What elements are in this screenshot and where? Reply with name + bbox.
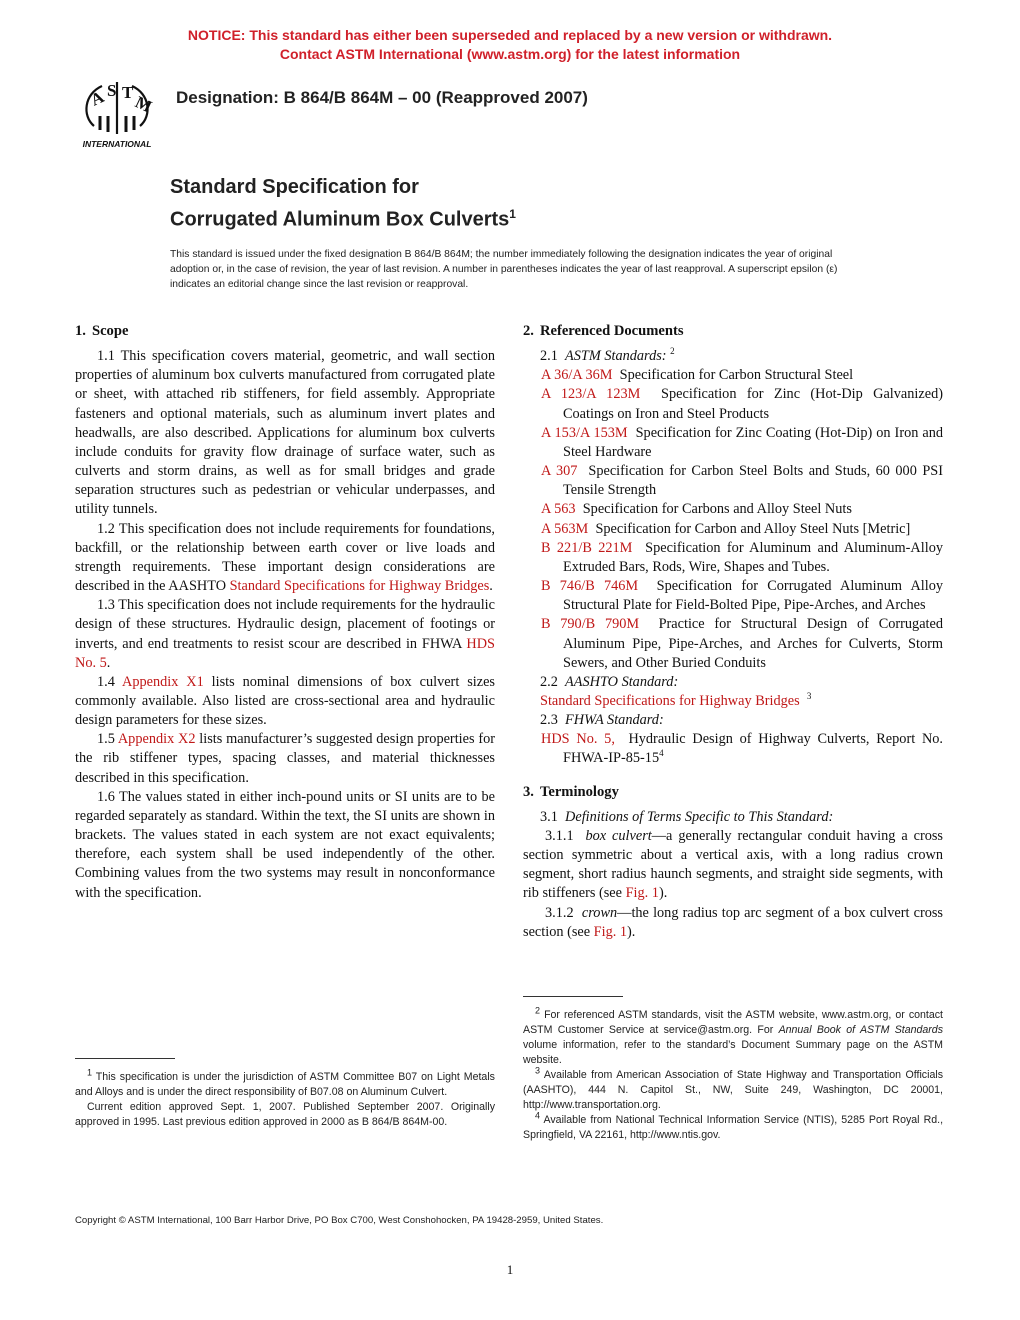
heading-number: 1.: [75, 323, 86, 339]
paragraph-1-3: [75, 596, 495, 673]
ref-text: Specification for Zinc (Hot-Dip Galvanized) Coatings on Iron and Steel Products: [563, 386, 943, 422]
aashto-standard-link[interactable]: Standard Specifications for Highway Bridges: [540, 692, 800, 709]
footnote-rule-left: [75, 1058, 175, 1059]
list-item: [523, 366, 943, 385]
p3-end: .: [106, 654, 111, 671]
ref-text: Specification for Carbon and Alloy Steel Nuts [Metric]: [595, 520, 911, 537]
reference-list: [523, 366, 943, 673]
subsection-2-1: [523, 347, 943, 366]
paragraph-1-4: [75, 673, 495, 730]
footnote-ref-2[interactable]: 2: [670, 346, 675, 357]
ref-code-link[interactable]: A 36/A 36M: [541, 367, 613, 384]
ref-code-link[interactable]: B 746/B 746M: [541, 578, 639, 595]
aashto-ref-line: [523, 692, 943, 711]
p4-num: 1.4: [97, 673, 122, 690]
footnote-3: [523, 1065, 943, 1113]
ref-text: Practice for Structural Design of Corrugated Aluminum Pipe, Pipe-Arches, and Arches for Culverts, Storm Sewers, and Other Buried Conduits: [563, 616, 944, 671]
sub-label: AASHTO Standard:: [565, 673, 679, 690]
section-heading-scope: [75, 322, 495, 341]
heading-number: 3.: [523, 783, 534, 800]
footnote-number: 2: [535, 1005, 541, 1016]
ref-text: Specification for Corrugated Aluminum Alloy Structural Plate for Field-Bolted Pipe, Pipe-Arches, and Arches: [563, 578, 944, 614]
copyright-line: Copyright © ASTM International, 100 Barr Harbor Drive, PO Box C700, West Conshohocken, PA 19428-2959, United States.: [75, 1215, 604, 1226]
sub-label: ASTM Standards:: [565, 348, 667, 365]
subsection-2-3: [523, 711, 943, 730]
sub-num: 2.2: [540, 673, 558, 690]
sub-num: 3.1: [540, 808, 558, 825]
p4-text: lists nominal dimensions of box culvert sizes commonly available. Also listed are cross-sectional area and hydraulic design parameters for these sizes.: [75, 673, 495, 729]
ref-code-link[interactable]: A 123/A 123M: [541, 386, 641, 403]
def-text: —a generally rectangular conduit having a cross section symmetric about a vertical axis, with a long radius crown segment, short radius haunch segments, and straight side segments, with rib stiffeners (see: [523, 827, 943, 902]
def-num: 3.1.2: [545, 904, 574, 921]
p5-num: 1.5: [97, 731, 118, 748]
footnote-1-edition: Current edition approved Sept. 1, 2007. Published September 2007. Originally approved in 1995. Last previous edition approved in 2000 as B 864/B 864M-00.: [75, 1101, 495, 1128]
def-text: —the long radius top arc segment of a box culvert cross section (see: [523, 904, 943, 940]
ref-code-link[interactable]: A 153/A 153M: [541, 424, 628, 441]
notice-line-1: NOTICE: This standard has either been superseded and replaced by a new version or withdrawn.: [187, 27, 833, 43]
footnote-text: This specification is under the jurisdiction of ASTM Committee B07 on Light Metals and Alloys and is under the direct responsibility of B07.08 on Aluminum Culvert.: [75, 1071, 495, 1098]
withdrawal-notice: [0, 26, 1020, 64]
footnote-text: Available from American Association of State Highway and Transportation Officials (AASHTO), 444 N. Capitol St., NW, Suite 249, Washington, DC 20001, http://www.transportation.org.: [523, 1069, 943, 1111]
ref-code-link[interactable]: B 221/B 221M: [541, 539, 633, 556]
subsection-2-2: [523, 673, 943, 692]
sub-label: Definitions of Terms Specific to This Standard:: [565, 808, 834, 825]
list-item: [523, 539, 943, 577]
list-item: [523, 385, 943, 423]
title-line-2-text: Corrugated Aluminum Box Culverts: [170, 208, 510, 231]
ref-code-link[interactable]: A 307: [541, 463, 578, 480]
heading-number: 2.: [523, 323, 534, 339]
def-end: ).: [627, 923, 636, 940]
preamble: This standard is issued under the fixed designation B 864/B 864M; the number immediately following the designation indicates the year of original adoption or, in the case of revision, the year of last revision. A number in parentheses indicates the year of last reapproval. A superscript epsilon (ε) indicates an editorial change since the last revision or reapproval.: [170, 249, 838, 290]
footnote-italic: Annual Book of ASTM Standards: [778, 1024, 943, 1036]
ref-text: Specification for Carbon Structural Steel: [619, 367, 854, 384]
right-column: [523, 322, 943, 942]
sub-num: 2.1: [540, 348, 558, 365]
footnote-1: [75, 1067, 495, 1100]
left-column: [75, 322, 495, 903]
footnote-2: [523, 1005, 943, 1068]
footnotes-left: [75, 1067, 495, 1130]
fig-1-link[interactable]: Fig. 1: [593, 923, 628, 940]
footnote-text: For referenced ASTM standards, visit the ASTM website, www.astm.org, or contact ASTM Customer Service at service@astm.org. For: [523, 1009, 943, 1036]
footnote-number: 3: [535, 1065, 541, 1076]
ref-code-link[interactable]: A 563M: [541, 520, 589, 537]
ref-code-link[interactable]: B 790/B 790M: [541, 616, 640, 633]
heading-text: Scope: [91, 323, 129, 339]
sub-label: FHWA Standard:: [565, 712, 664, 729]
definition-box-culvert: [523, 827, 943, 904]
title-line-2: [170, 201, 516, 234]
appendix-x1-link[interactable]: Appendix X1: [122, 673, 204, 690]
def-num: 3.1.1: [545, 827, 574, 844]
logo-label: INTERNATIONAL: [82, 139, 152, 149]
list-item: [523, 462, 943, 500]
footnote-number: 4: [535, 1110, 541, 1121]
title-line-1: Standard Specification for: [170, 176, 419, 198]
svg-text:S: S: [107, 81, 117, 100]
appendix-x2-link[interactable]: Appendix X2: [117, 731, 196, 748]
list-item: [523, 615, 943, 672]
list-item: [523, 520, 943, 539]
footnotes-right: [523, 1005, 944, 1143]
paragraph-1-1: 1.1 This specification covers material, geometric, and wall section properties of aluminum box culverts manufactured from corrugated plate or sheet, with attached rib stiffeners, for field assembly. Appropriate fasteners and optional materials, such as aluminum invert plates and headwalls, are also described. Applications for aluminum box culverts include conduits for gravity flow drainage of surface water, such as culverts and storm drains, as well as for small bridges and grade separation structures such as pedestrian or vehicular underpasses, and utility tunnels.: [75, 348, 495, 518]
sub-num: 2.3: [540, 712, 558, 729]
footnote-text-end: volume information, refer to the standard’s Document Summary page on the ASTM website.: [523, 1039, 943, 1066]
definition-crown: [523, 904, 943, 942]
astm-logo-icon: [72, 76, 162, 154]
heading-text: Terminology: [539, 783, 619, 800]
ref-text: Specification for Aluminum and Aluminum-Alloy Extruded Bars, Rods, Wire, Shapes and Tubes.: [563, 539, 943, 575]
paragraph-1-5: [75, 730, 495, 787]
footnote-4: [523, 1110, 944, 1143]
heading-text: Referenced Documents: [539, 323, 684, 339]
ref-text: Specification for Carbon Steel Bolts and Studs, 60 000 PSI Tensile Strength: [563, 463, 943, 499]
def-term: box culvert: [585, 827, 652, 844]
title-footnote-ref[interactable]: 1: [509, 207, 516, 221]
hds-link[interactable]: HDS No. 5: [75, 635, 495, 671]
footnote-ref-4[interactable]: 4: [659, 748, 664, 759]
list-item: [523, 500, 943, 519]
list-item: [523, 424, 943, 462]
ref-text: Specification for Zinc Coating (Hot-Dip) on Iron and Steel Hardware: [563, 424, 944, 460]
p2-end: .: [489, 578, 493, 595]
svg-text:T: T: [122, 83, 134, 102]
footnote-number: 1: [87, 1067, 93, 1078]
ref-code-link[interactable]: A 563: [541, 501, 576, 518]
section-heading-terminology: [523, 783, 943, 802]
ref-text: Hydraulic Design of Highway Culverts, Report No. FHWA-IP-85-15: [563, 731, 943, 767]
fig-1-link[interactable]: Fig. 1: [625, 885, 659, 902]
subsection-3-1: [523, 808, 943, 827]
def-term: crown: [581, 904, 618, 921]
paragraph-1-6: 1.6 The values stated in either inch-pound units or SI units are to be regarded separately as standard. Within the text, the SI units are shown in brackets. The values stated in each system are not exact equivalents; therefore, each system shall be used independently of the other. Combining values from the two systems may result in nonconformance with the specification.: [75, 788, 496, 901]
footnote-text: Available from National Technical Information Service (NTIS), 5285 Port Royal Rd., Springfield, VA 22161, http://www.ntis.gov.: [523, 1114, 944, 1141]
notice-line-2: Contact ASTM International (www.astm.org) for the latest information: [279, 46, 741, 62]
p3-text: 1.3 This specification does not include requirements for the hydraulic design of these structures. Hydraulic design, placement of footings or inverts, and end treatments to resist scour are described in FHWA: [75, 597, 495, 652]
designation: Designation: B 864/B 864M – 00 (Reapproved 2007): [176, 88, 588, 107]
fhwa-ref-line: [523, 730, 943, 768]
document-title: [170, 174, 516, 234]
paragraph-1-2: [75, 520, 495, 597]
def-end: ).: [658, 885, 668, 902]
list-item: [523, 577, 943, 615]
hds-standard-link[interactable]: HDS No. 5,: [541, 731, 615, 748]
page-number: 1: [506, 1262, 514, 1277]
p2-text: 1.2 This specification does not include requirements for foundations, backfill, or the relationship between earth cover or live loads and strength requirements. These important design considerations are described in the AASHTO: [75, 520, 495, 595]
p5-text: lists manufacturer’s suggested design properties for the rib stiffener types, spacing classes, and material thicknesses described in this specification.: [75, 731, 495, 786]
section-heading-referenced-documents: [523, 322, 943, 341]
svg-text:M: M: [132, 92, 155, 117]
footnote-rule-right: [523, 996, 623, 997]
ref-text: Specification for Carbons and Alloy Steel Nuts: [582, 501, 852, 518]
svg-text:A: A: [87, 87, 107, 110]
astm-logo: [72, 76, 162, 154]
footnote-ref-3[interactable]: 3: [806, 691, 812, 702]
aashto-link[interactable]: Standard Specifications for Highway Bridges: [229, 578, 490, 595]
